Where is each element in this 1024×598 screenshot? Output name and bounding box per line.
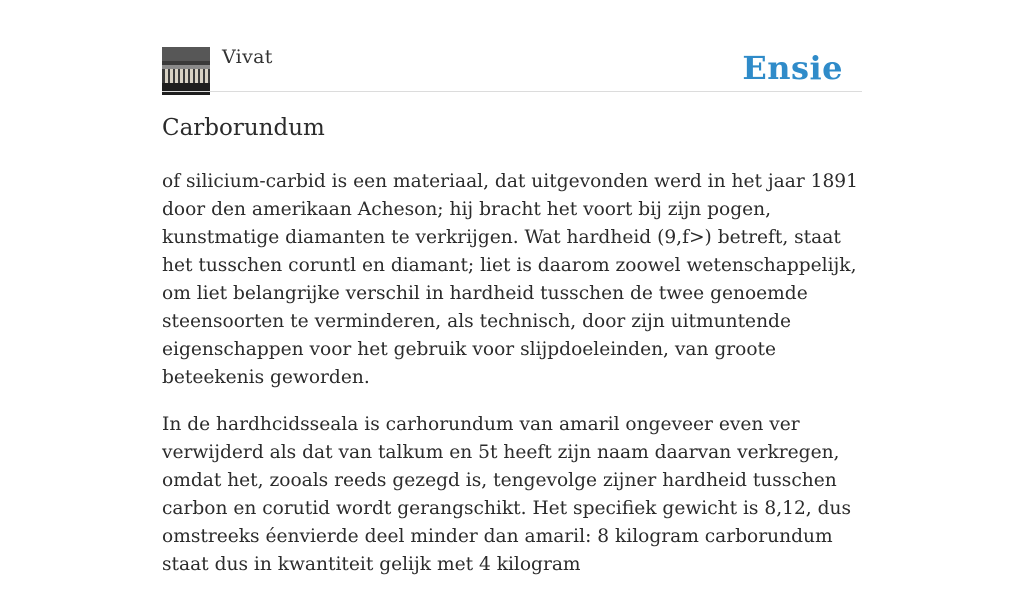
avatar[interactable]	[162, 47, 210, 95]
header-divider	[162, 91, 862, 92]
paragraph: of silicium-carbid is een materiaal, dat uitgevonden werd in het jaar 1891 door den amerikaan Acheson; hij bracht het voort bij zijn pogen, kunstmatige diamanten te verkrijgen. Wat hardheid (9,f>) betreft, staat het tusschen coruntl en diamant; liet is daarom zoowel wetenschappelijk, om liet belangrijke verschil in hardheid tusschen de twee genoemde steensoorten te verminderen, als technisch, door zijn uitmuntende eigenschappen voor het gebruik voor slijpdoeleinden, van groote beteekenis geworden.	[162, 171, 858, 388]
typewriter-keys-icon	[162, 47, 210, 95]
article-title: Carborundum	[162, 115, 325, 141]
paragraph: In de hardhcidsseala is carhorundum van amaril ongeveer even ver verwijderd als dat van talkum en 5t heeft zijn naam daarvan verkregen, omdat het, zooals reeds gezegd is, tengevolge zijner hardheid tusschen carbon en corutid wordt gerangschikt. Het specifiek gewicht is 8,12, dus omstreeks éenvierde deel minder dan amaril: 8 kilogram carborundum staat dus in kwantiteit gelijk met 4 kilogram	[162, 414, 852, 575]
brand-logo[interactable]: Ensie	[742, 49, 843, 87]
header	[162, 0, 862, 92]
page-container	[162, 0, 862, 575]
author-name[interactable]: Vivat	[222, 46, 273, 68]
article-body	[162, 168, 862, 598]
